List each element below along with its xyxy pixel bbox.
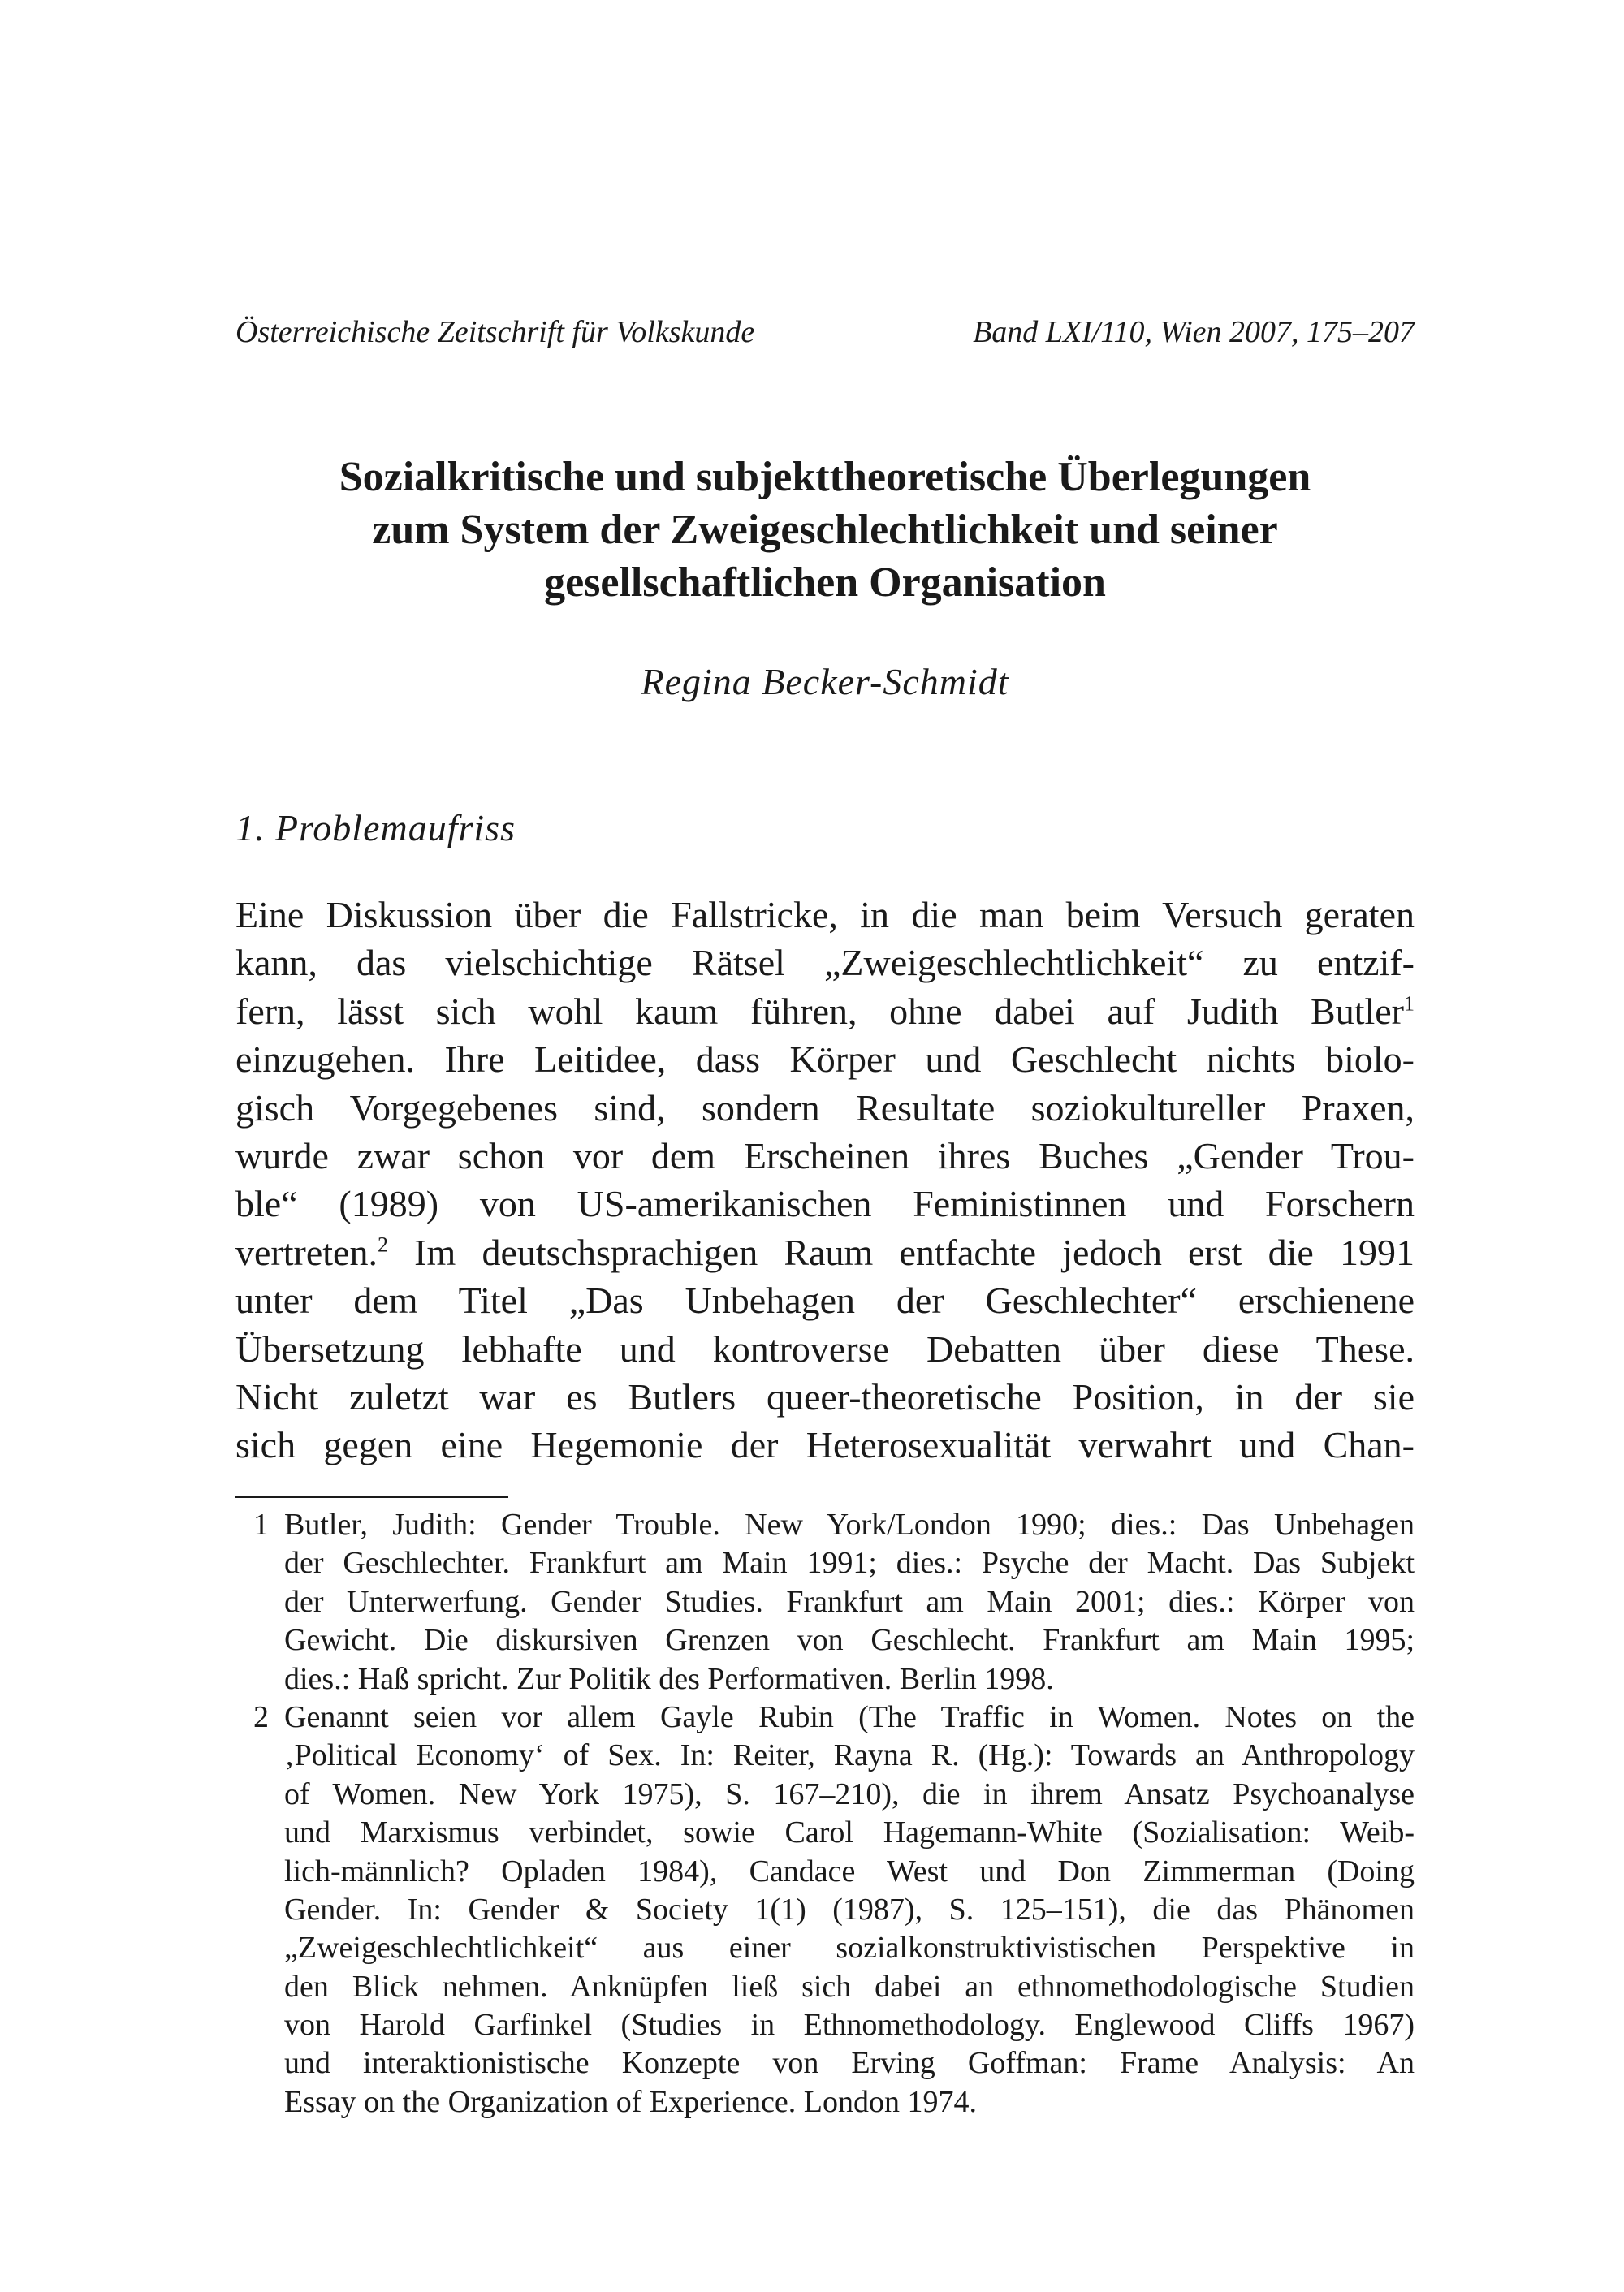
body-line-text: Im deutschsprachigen Raum entfachte jedoch erst die 1991 — [414, 1231, 1415, 1273]
footnote-2 — [235, 1698, 1415, 2122]
body-line: wurde zwar schon vor dem Erscheinen ihres Buches „Gender Trou- — [235, 1134, 1415, 1176]
body-line: ble“ (1989) von US-amerikanischen Feministinnen und Forschern — [235, 1183, 1415, 1225]
footnote-line: der Geschlechter. Frankfurt am Main 1991; dies.: Psyche der Macht. Das Subjekt — [284, 1546, 1415, 1581]
body-line: Nicht zuletzt war es Butlers queer-theoretische Position, in der sie — [235, 1375, 1415, 1418]
body-line — [235, 1228, 1415, 1276]
footnote-ref[interactable]: 2 — [377, 1232, 388, 1257]
body-line: gisch Vorgegebenes sind, sondern Resultate soziokultureller Praxen, — [235, 1086, 1415, 1129]
footnote-number: 1 — [253, 1508, 269, 1542]
section-heading: 1. Problemaufriss — [235, 807, 516, 848]
footnote-line: und Marxismus verbindet, sowie Carol Hagemann-White (Sozialisation: Weib- — [284, 1815, 1415, 1850]
body-line-text: vertreten. — [235, 1231, 378, 1273]
journal-name: Österreichische Zeitschrift für Volkskunde — [235, 315, 755, 349]
footnote-line: der Unterwerfung. Gender Studies. Frankfurt am Main 2001; dies.: Körper von — [284, 1584, 1415, 1619]
title-line: Sozialkritische und subjekttheoretische Überlegungen — [339, 454, 1311, 500]
footnote-ref[interactable]: 1 — [1404, 991, 1415, 1016]
footnote-line: Gewicht. Die diskursiven Grenzen von Geschlecht. Frankfurt am Main 1995; — [284, 1623, 1415, 1658]
volume-info: Band LXI/110, Wien 2007, 175–207 — [973, 315, 1415, 349]
body-line: Eine Diskussion über die Fallstricke, in die man beim Versuch geraten — [235, 894, 1415, 935]
footnote-line: lich-männlich? Opladen 1984), Candace West und Don Zimmerman (Doing — [284, 1854, 1415, 1888]
footnote-line: Gender. In: Gender & Society 1(1) (1987), S. 125–151), die das Phänomen — [284, 1892, 1415, 1927]
footnote-line: ‚Political Economy‘ of Sex. In: Reiter, Rayna R. (Hg.): Towards an Anthropology — [284, 1738, 1415, 1773]
footnote-line: den Blick nehmen. Anknüpfen ließ sich dabei an ethnomethodologische Studien — [284, 1969, 1415, 2004]
body-line — [235, 987, 1415, 1035]
footnote-line: und interaktionistische Konzepte von Erving Goffman: Frame Analysis: An — [284, 2046, 1415, 2081]
footnote-line: dies.: Haß spricht. Zur Politik des Performativen. Berlin 1998. — [284, 1661, 1054, 1696]
body-line: Übersetzung lebhafte und kontroverse Debatten über diese These. — [235, 1327, 1415, 1370]
title-line: gesellschaftlichen Organisation — [544, 559, 1106, 606]
article-title — [235, 451, 1415, 609]
footnote-line: of Women. New York 1975), S. 167–210), die in ihrem Ansatz Psychoanalyse — [284, 1776, 1415, 1811]
footnote-line: Butler, Judith: Gender Trouble. New York/London 1990; dies.: Das Unbehagen — [284, 1508, 1415, 1542]
footnote-line: Genannt seien vor allem Gayle Rubin (The Traffic in Women. Notes on the — [284, 1699, 1415, 1734]
body-text — [235, 891, 1415, 1470]
footnote-1 — [235, 1506, 1415, 1698]
body-line: kann, das vielschichtige Rätsel „Zweigeschlechtlichkeit“ zu entzif- — [235, 942, 1415, 984]
footnotes — [235, 1506, 1415, 2122]
footnote-divider — [235, 1496, 508, 1498]
footnote-line: von Harold Garfinkel (Studies in Ethnomethodology. Englewood Cliffs 1967) — [284, 2008, 1415, 2043]
footnote-number: 2 — [253, 1699, 269, 1734]
author-name: Regina Becker-Schmidt — [641, 661, 1009, 702]
title-line: zum System der Zweigeschlechtlichkeit und seiner — [372, 507, 1278, 553]
body-line: unter dem Titel „Das Unbehagen der Geschlechter“ erschienene — [235, 1280, 1415, 1322]
body-line: sich gegen eine Hegemonie der Heterosexualität verwahrt und Chan- — [235, 1424, 1415, 1466]
footnote-line: Essay on the Organization of Experience. London 1974. — [284, 2084, 978, 2119]
footnote-line: „Zweigeschlechtlichkeit“ aus einer sozialkonstruktivistischen Perspektive in — [284, 1931, 1415, 1966]
body-line-text: fern, lässt sich wohl kaum führen, ohne dabei auf Judith Butler — [235, 990, 1404, 1032]
body-line: einzugehen. Ihre Leitidee, dass Körper und Geschlecht nichts biolo- — [235, 1038, 1415, 1081]
